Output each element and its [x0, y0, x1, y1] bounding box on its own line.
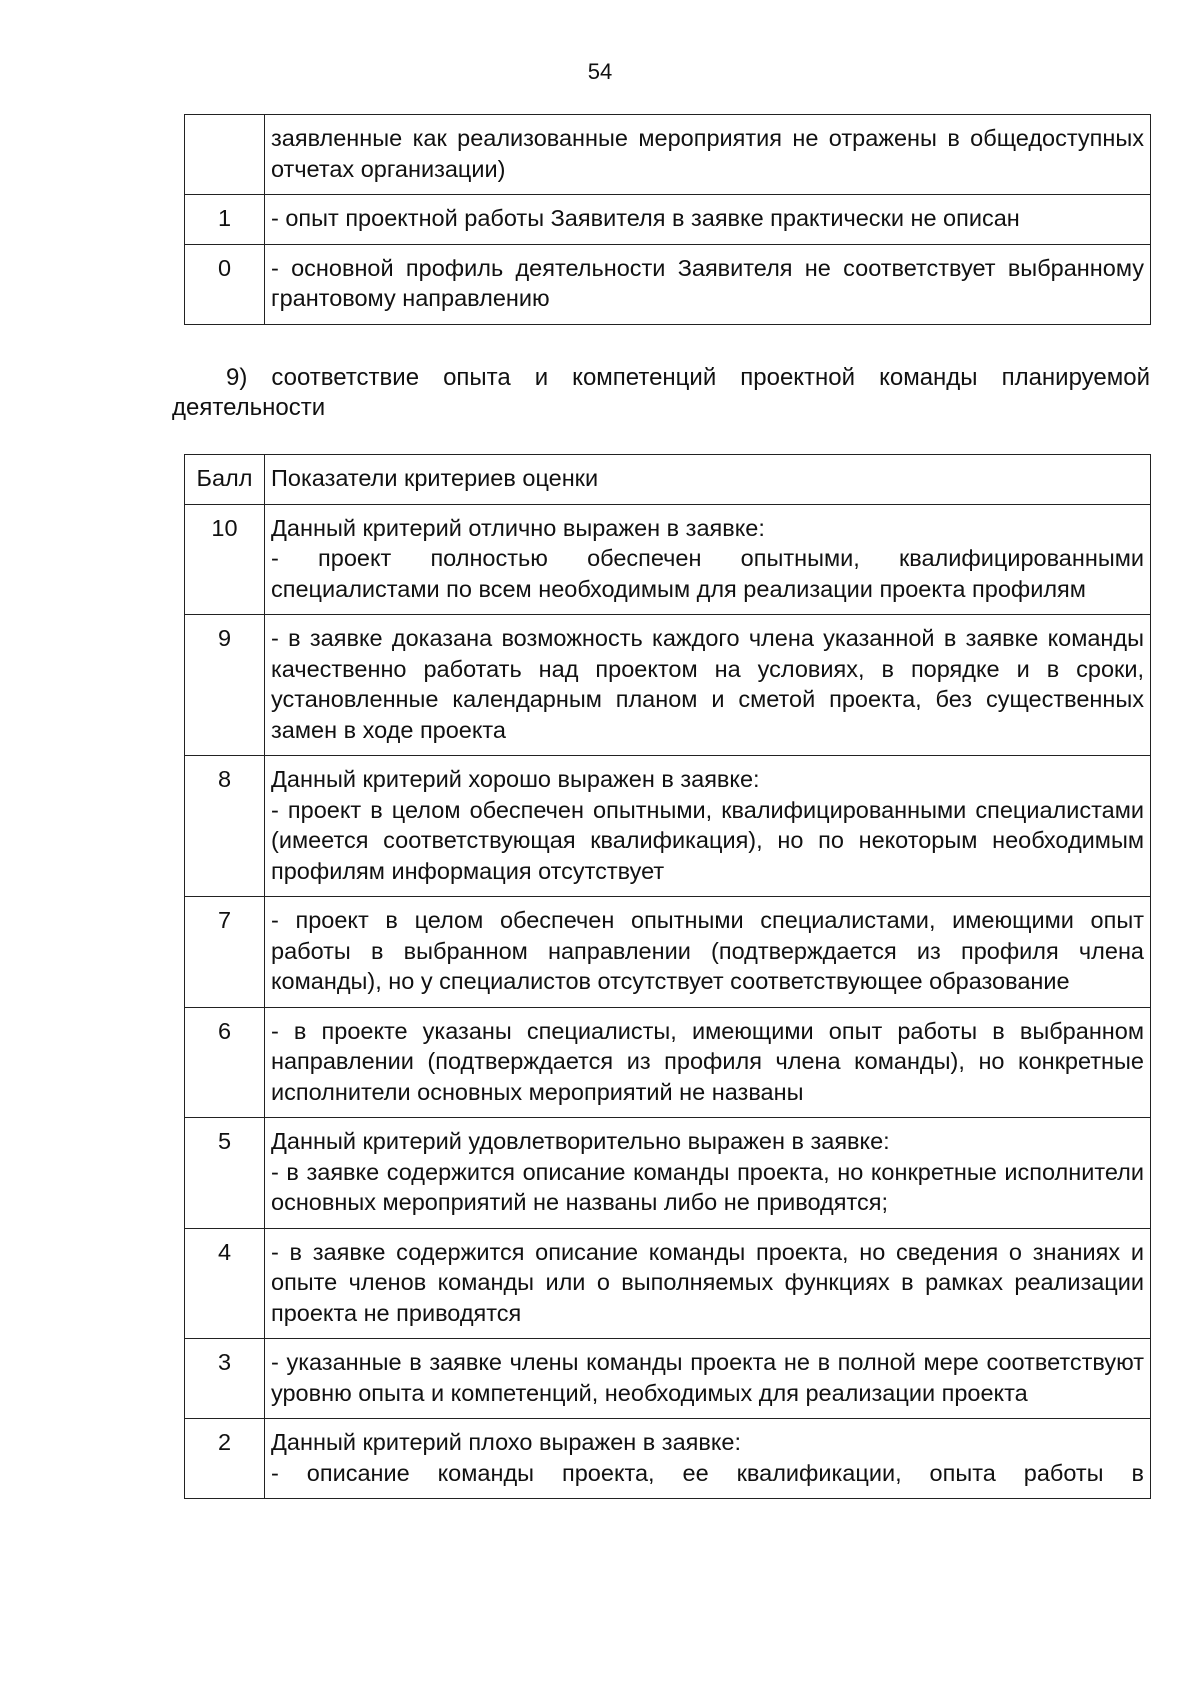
criteria-table-continued: [184, 114, 1151, 325]
criteria-text: - проект в целом обеспечен опытными специалистами, имеющими опыт работы в выбранном направлении (подтверждается из профиля члена команды), но у специалистов отсутствует соответствующее образование: [271, 907, 1144, 994]
score-cell: 0: [185, 244, 265, 324]
table-row: [185, 615, 1151, 756]
table-row: [185, 1118, 1151, 1229]
criteria-cell: - опыт проектной работы Заявителя в заявке практически не описан: [265, 195, 1151, 245]
criteria-cell: [265, 504, 1151, 615]
criteria-text: - в заявке содержится описание команды проекта, но сведения о знаниях и опыте членов команды или о выполняемых функциях в рамках реализации проекта не приводятся: [271, 1238, 1144, 1326]
score-cell: [185, 115, 265, 195]
table-row: [185, 195, 1151, 245]
table-row: [185, 1007, 1151, 1118]
table-header-row: [185, 455, 1151, 505]
score-cell: 7: [185, 897, 265, 1008]
table-row: [185, 756, 1151, 897]
criteria-cell: [265, 756, 1151, 897]
criteria-cell: [265, 1228, 1151, 1339]
criteria-cell: [265, 897, 1151, 1008]
criteria-text: - в заявке содержится описание команды проекта, но конкретные исполнители основных мероприятий не названы либо не приводятся;: [271, 1158, 1144, 1215]
criteria-title: Данный критерий удовлетворительно выражен в заявке:: [271, 1128, 890, 1154]
criteria-cell: - основной профиль деятельности Заявителя не соответствует выбранному грантовому направлению: [265, 244, 1151, 324]
table-row: [185, 1339, 1151, 1419]
criteria-text: - проект полностью обеспечен опытными, квалифицированными специалистами по всем необходимым для реализации проекта профилям: [271, 545, 1144, 602]
score-cell: 9: [185, 615, 265, 756]
criteria-title: Данный критерий отлично выражен в заявке:: [271, 514, 765, 541]
table-row: [185, 504, 1151, 615]
criteria-text: - описание команды проекта, ее квалификации, опыта работы в: [271, 1459, 1144, 1486]
criteria-cell: [265, 1007, 1151, 1118]
criteria-cell: [265, 1118, 1151, 1229]
score-cell: 8: [185, 756, 265, 897]
criteria-text: - в проекте указаны специалисты, имеющими опыт работы в выбранном направлении (подтверждается из профиля члена команды), но конкретные исполнители основных мероприятий не названы: [271, 1017, 1144, 1105]
criteria-cell: [265, 615, 1151, 756]
criteria-cell: [265, 1419, 1151, 1499]
table-row: [185, 244, 1151, 324]
criteria-text: - проект в целом обеспечен опытными, квалифицированными специалистами (имеется соответствующая квалификация), но по некоторым необходимым профилям информация отсутствует: [271, 796, 1144, 884]
score-cell: 3: [185, 1339, 265, 1419]
score-cell: 5: [185, 1118, 265, 1229]
criteria-text: - указанные в заявке члены команды проекта не в полной мере соответствуют уровню опыта и компетенций, необходимых для реализации проекта: [271, 1349, 1144, 1406]
table-row: [185, 897, 1151, 1008]
table-row: [185, 115, 1151, 195]
page-number: 54: [587, 59, 613, 84]
criteria-column-header: Показатели критериев оценки: [265, 455, 1151, 505]
score-cell: 2: [185, 1419, 265, 1499]
score-column-header: Балл: [185, 455, 265, 505]
section-heading-text: 9) соответствие опыта и компетенций проектной команды планируемой деятельности: [172, 364, 1150, 421]
score-cell: 4: [185, 1228, 265, 1339]
criteria-table: [184, 454, 1151, 1499]
score-cell: 10: [185, 504, 265, 615]
criteria-text: - в заявке доказана возможность каждого члена указанной в заявке команды качественно работать над проектом на условиях, в порядке и в сроки, установленные календарным планом и сметой проекта, без существенных замен в ходе проекта: [271, 625, 1144, 743]
score-cell: 1: [185, 195, 265, 245]
table-row: [185, 1419, 1151, 1499]
score-cell: 6: [185, 1007, 265, 1118]
table-row: [185, 1228, 1151, 1339]
criteria-title: Данный критерий плохо выражен в заявке:: [271, 1429, 741, 1455]
criteria-title: Данный критерий хорошо выражен в заявке:: [271, 766, 760, 792]
section-heading: [172, 363, 1150, 423]
criteria-cell: [265, 1339, 1151, 1419]
criteria-cell: заявленные как реализованные мероприятия не отражены в общедоступных отчетах организации): [265, 115, 1151, 195]
